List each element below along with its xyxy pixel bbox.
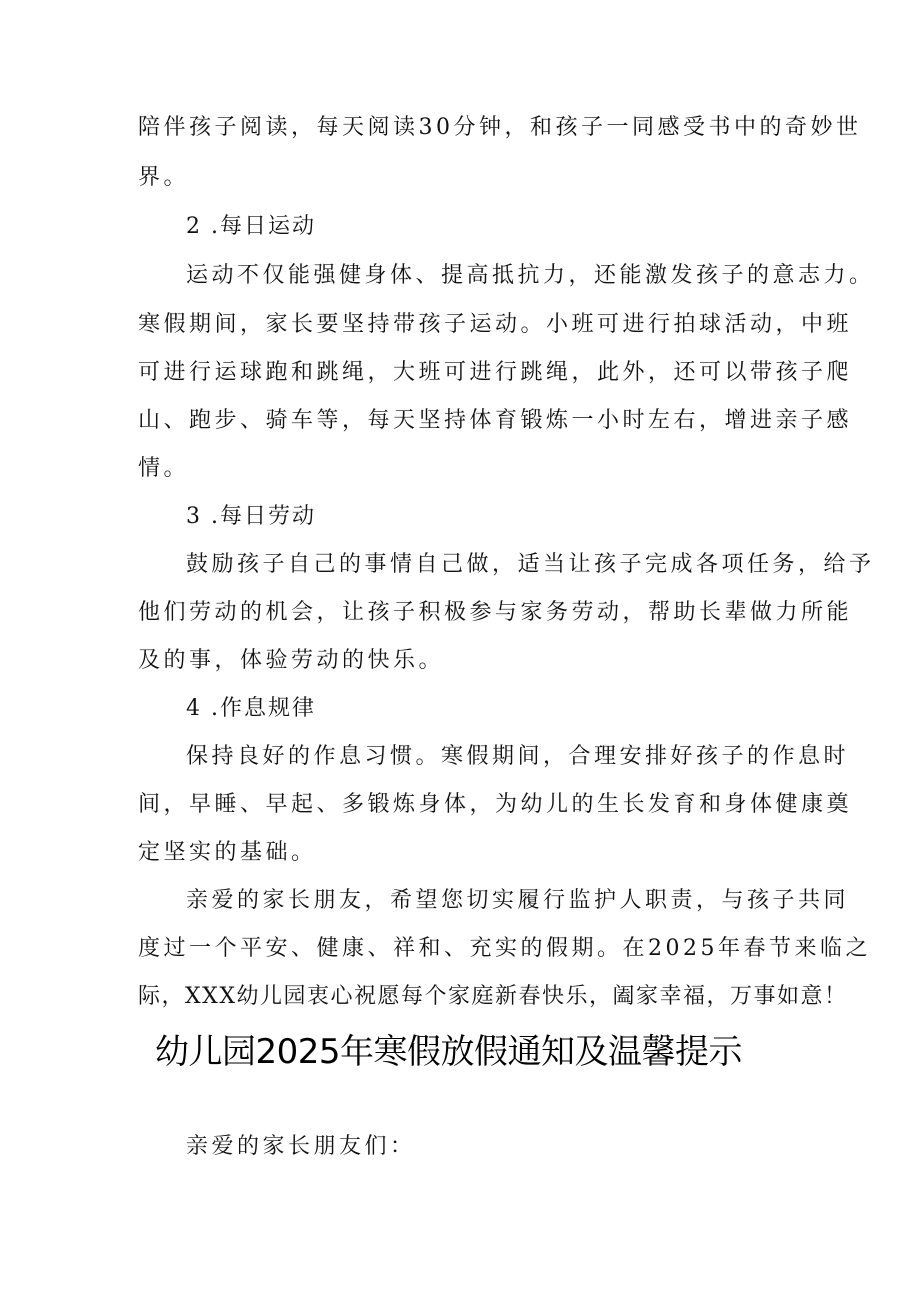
- paragraph-line: 及的事，体验劳动的快乐。: [138, 648, 445, 673]
- paragraph-line: 情。: [138, 456, 190, 481]
- paragraph-line: 度过一个平安、健康、祥和、充实的假期。在2025年春节来临之: [138, 936, 871, 961]
- paragraph-line: 际，XXX幼儿园衷心祝愿每个家庭新春快乐，阖家幸福，万事如意！: [138, 984, 848, 1009]
- section-heading-exercise: 2 .每日运动: [186, 214, 316, 239]
- paragraph-line: 间，早睡、早起、多锻炼身体，为幼儿的生长发育和身体健康奠: [138, 792, 853, 817]
- paragraph-line: 界。: [138, 165, 190, 190]
- paragraph-line: 陪伴孩子阅读，每天阅读30分钟，和孩子一同感受书中的奇妙世: [138, 115, 862, 140]
- paragraph-line: 寒假期间，家长要坚持带孩子运动。小班可进行拍球活动，中班: [138, 312, 853, 337]
- paragraph-line: 保持良好的作息习惯。寒假期间，合理安排好孩子的作息时: [186, 744, 850, 769]
- paragraph-line: 鼓励孩子自己的事情自己做，适当让孩子完成各项任务，给予: [186, 552, 875, 577]
- greeting: 亲爱的家长朋友们：: [186, 1134, 416, 1159]
- paragraph-line: 亲爱的家长朋友，希望您切实履行监护人职责，与孩子共同: [186, 888, 850, 913]
- paragraph-line: 他们劳动的机会，让孩子积极参与家务劳动，帮助长辈做力所能: [138, 600, 853, 625]
- document-title: 幼儿园2025年寒假放假通知及温馨提示: [155, 1032, 743, 1072]
- section-heading-routine: 4 .作息规律: [186, 696, 316, 721]
- paragraph-line: 可进行运球跑和跳绳，大班可进行跳绳，此外，还可以带孩子爬: [138, 360, 853, 385]
- paragraph-line: 山、跑步、骑车等，每天坚持体育锻炼一小时左右，增进亲子感: [138, 408, 853, 433]
- paragraph-line: 运动不仅能强健身体、提高抵抗力，还能激发孩子的意志力。: [186, 263, 875, 288]
- paragraph-line: 定坚实的基础。: [138, 840, 317, 865]
- section-heading-labor: 3 .每日劳动: [186, 504, 316, 529]
